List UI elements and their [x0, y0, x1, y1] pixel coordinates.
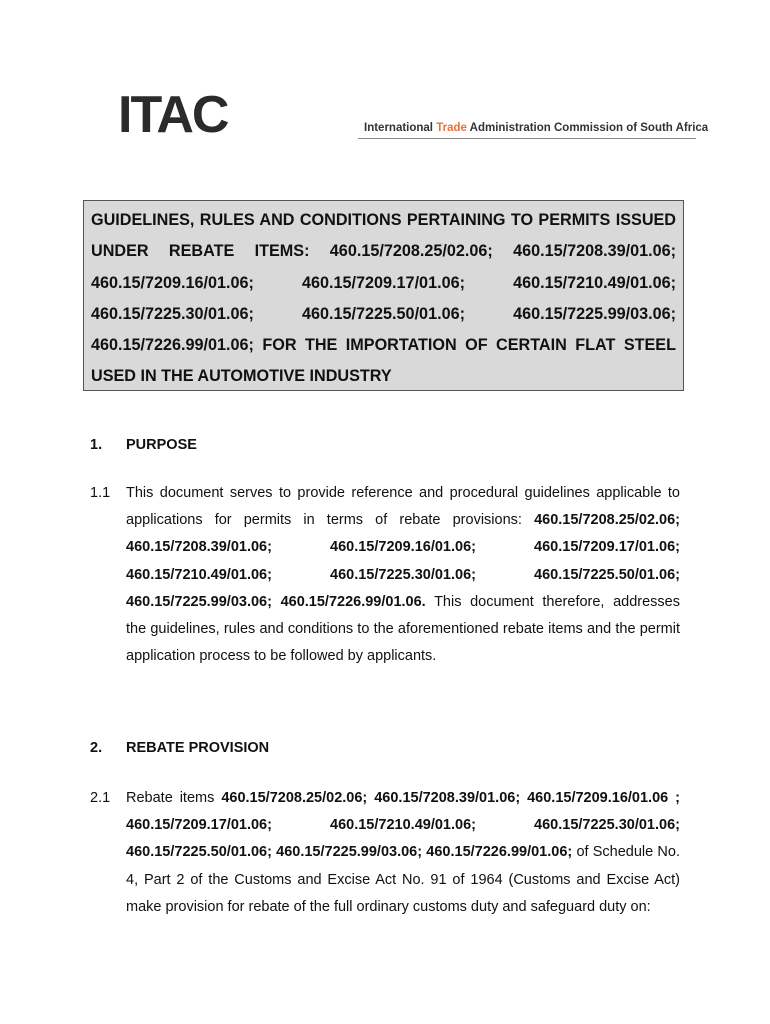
header-divider — [358, 138, 696, 139]
organization-name: International Trade Administration Commission of South Africa — [364, 122, 709, 134]
section-number: 2. — [90, 740, 103, 756]
section-title: REBATE PROVISION — [126, 740, 270, 756]
logo-text: ITAC — [118, 88, 228, 136]
letterhead — [118, 88, 709, 140]
itac-logo — [118, 88, 268, 136]
paragraph-number: 1.1 — [90, 485, 111, 501]
section-number: 1. — [90, 437, 103, 453]
paragraph-text: Rebate items 460.15/7208.25/02.06; 460.15/7208.39/01.06; 460.15/7209.16/01.06 ; 460.15/7209.17/01.06; 460.15/7210.49/01.06; 460.15/7225.30/01.06; 460.15/7225.50/01.06; 460.15/7225.99/03.06; 460.15/7226.99/01.06; of Schedule No. 4, Part 2 of the Customs and Excise Act No. 91 of 1964 (Customs and Excise Act) make provision for rebate of the full ordinary customs duty and safeguard duty on: — [126, 790, 681, 915]
document-title: GUIDELINES, RULES AND CONDITIONS PERTAINING TO PERMITS ISSUED UNDER REBATE ITEMS: 460.15/7208.25/02.06; 460.15/7208.39/01.06; 460.15/7209.16/01.06; 460.15/7209.17/01.06; 460.15/7210.49/01.06; 460.15/7225.30/01.06; 460.15/7225.50/01.06; 460.15/7225.99/03.06; 460.15/7226.99/01.06; FOR THE IMPORTATION OF CERTAIN FLAT STEEL USED IN THE AUTOMOTIVE INDUSTRY — [91, 211, 676, 386]
paragraph-number: 2.1 — [90, 790, 111, 806]
section-title: PURPOSE — [126, 437, 197, 453]
globe-icon — [232, 99, 258, 125]
document-title-box — [83, 200, 684, 391]
paragraph-text: This document serves to provide reference and procedural guidelines applicable to applications for permits in terms of rebate provisions: 460.15/7208.25/02.06; 460.15/7208.39/01.06; 460.15/7209.16/01.06; 460.15/7209.17/01.06; 460.15/7210.49/01.06; 460.15/7225.30/01.06; 460.15/7225.50/01.06; 460.15/7225.99/03.06; 460.15/7226.99/01.06. This document therefore, addresses the guidelines, rules and conditions to the aforementioned rebate items and the permit application process to be followed by applicants. — [126, 485, 680, 665]
